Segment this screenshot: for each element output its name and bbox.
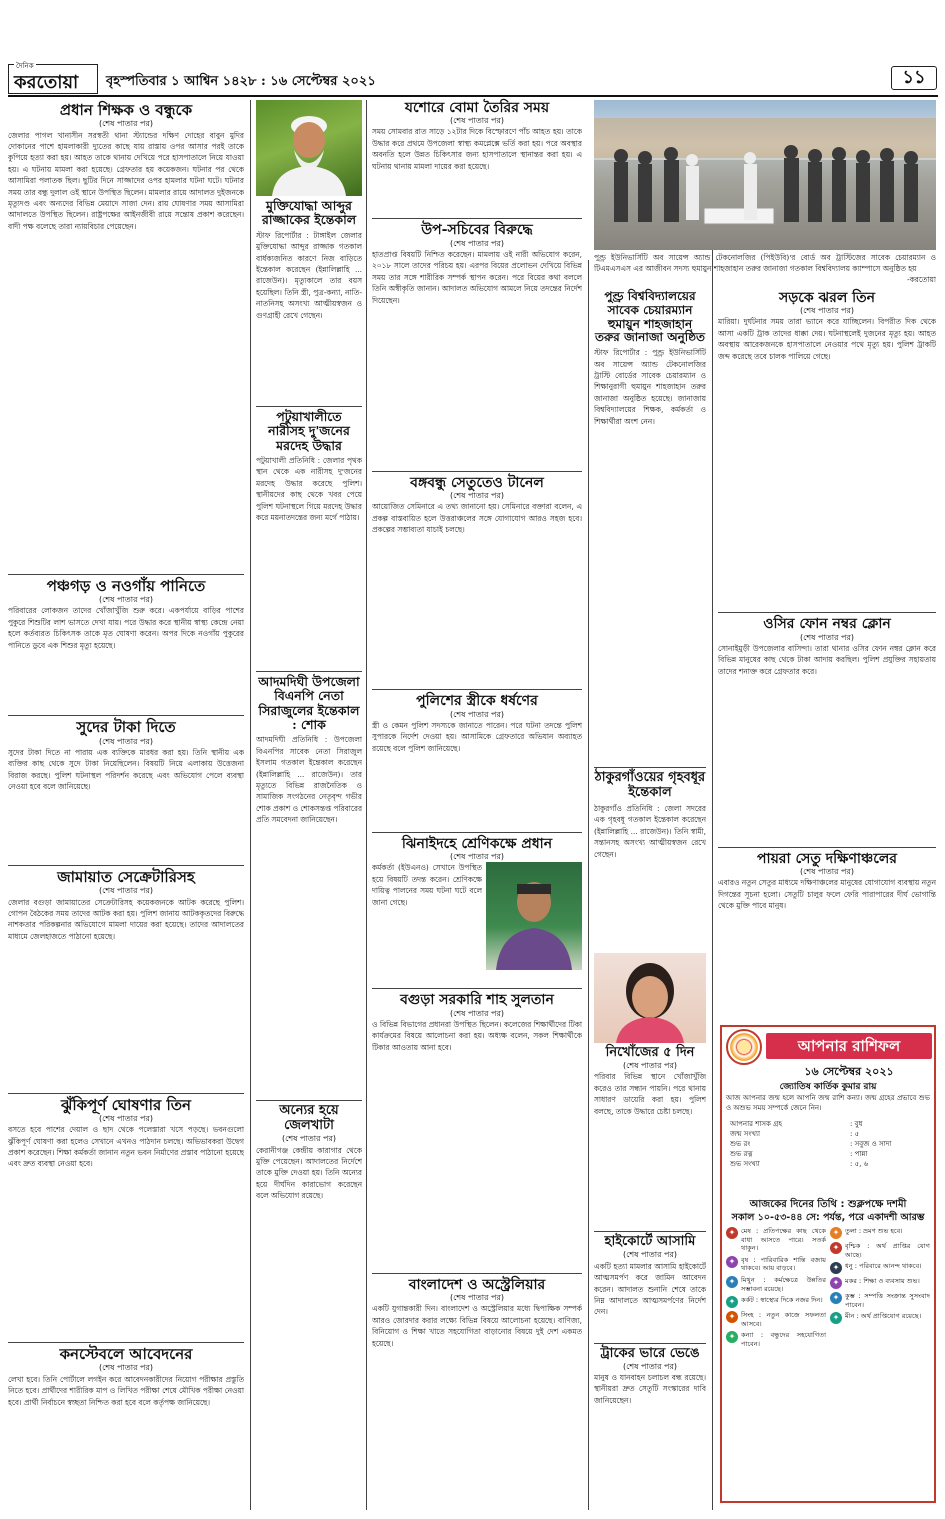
- zodiac-forecast: ধনু : পরিবারে আনন্দ থাকবে।: [845, 1262, 922, 1271]
- article-divider: [718, 847, 936, 848]
- girl-photo: [594, 953, 706, 1043]
- horoscope-attribute-row: [730, 1159, 926, 1169]
- article-divider: [256, 671, 362, 672]
- dateline: বৃহস্পতিবার ১ আশ্বিন ১৪২৮ : ১৬ সেপ্টেম্বর ২০২১: [106, 74, 376, 89]
- article-body: পরিবারের লোকজন তাদের খোঁজাখুঁজি শুরু করে। একপর্যায়ে বাড়ির পাশের পুকুরে শিশুটির লাশ ভাসতে দেখা যায়। পরে উদ্ধার করে স্থানীয় স্বাস্থ্য কেন্দ্রে নেয়া হলে কর্তব্যরত চিকিৎসক তাকে মৃত ঘোষণা করেন। অপর দিকে নওগাঁয় পুকুরের পানিতে ডুবে এক শিশুর মৃত্যু হয়েছে।: [8, 606, 244, 650]
- masthead: [0, 0, 945, 96]
- article-divider: [372, 832, 582, 833]
- article-body: স্টাফ রিপোর্টার : টাঙ্গাইল জেলার মুক্তিযোদ্ধা আব্দুর রাজ্জাক গতকাল বার্ধক্যজনিত কারণে নিজ বাড়িতে ইন্তেকাল করেছেন (ইন্নালিল্লাহি ... রাজেউন)। মৃত্যুকালে তার বয়স হয়েছিল। তিনি স্ত্রী, পুত্র-কন্যা, নাতি-নাতনিসহ অসংখ্য আত্মীয়স্বজন ও গুণগ্রাহী রেখে গেছেন।: [256, 230, 362, 320]
- column-3: [372, 100, 582, 1510]
- continued-label: (শেষ পাতার পর): [98, 886, 154, 896]
- article-body: একটি হত্যা মামলার আসামি হাইকোর্টে আত্মসমর্পণ করে জামিন আবেদন করেন। আদালত শুনানি শেষে তাকে নিম্ন আদালতে আত্মসমর্পণের নির্দেশ দেন।: [594, 1261, 706, 1317]
- continued-label: (শেষ পাতার পর): [449, 852, 505, 862]
- attribute-label: শুভ রত্ন: [730, 1150, 753, 1158]
- continued-label: (শেষ পাতার পর): [98, 594, 154, 604]
- portrait-figure: [256, 100, 362, 196]
- horoscope-attribute-row: [730, 1119, 926, 1129]
- zodiac-forecast: তুলা : ভ্রমণ শুভ হবে।: [845, 1227, 903, 1235]
- article-body: জেলার বগুড়া জামায়াতের সেক্রেটারিসহ কয়েকজনকে আটক করেছে পুলিশ। গোপন বৈঠকের সময় তাদের আটক করা হয়। পুলিশ জানায় আটককৃতদের বিরুদ্ধে নাশকতার পরিকল্পনার অভিযোগে মামলা দায়ের করা হয়েছে। তাদের আদালতের মাধ্যমে জেলহাজতে পাঠানো হয়েছে।: [8, 897, 244, 941]
- crowd-figures: [594, 100, 936, 250]
- article-divider: [372, 471, 582, 472]
- zodiac-sign-2: [726, 1256, 826, 1273]
- article-divider: [594, 1343, 706, 1344]
- column-4: [594, 290, 706, 1510]
- logo-kicker: দৈনিক: [16, 62, 34, 70]
- headline: ঝুঁকিপূর্ণ ঘোষণার তিন: [61, 1095, 191, 1114]
- attribute-value: : ৫: [850, 1130, 860, 1138]
- article-body: সময় সোমবার রাত সাড়ে ১২টার দিকে বিস্ফোরণে পাঁচ আহত হয়। তাকে উদ্ধার করে প্রথমে উপজেলা স্বাস্থ্য কমপ্লেক্সে ভর্তি করা হয়। পরে অবস্থার অবনতি হলে উন্নত চিকিৎসার জন্য হাসপাতালে স্থানান্তর করা হয়। এ ঘটনায় থানায় মামলা দায়ের করা হয়েছে।: [372, 127, 582, 171]
- headline: নিখোঁজের ৫ দিন: [605, 1045, 695, 1061]
- zodiac-forecast: সিংহ : নতুন কাজে সফলতা আসবে।: [741, 1311, 826, 1328]
- headline: বগুড়া সরকারি শাহ সুলতান: [400, 992, 554, 1009]
- headline: পটুয়াখালীতে নারীসহ দু'জনের মরদেহ উদ্ধার: [268, 408, 350, 453]
- zodiac-symbol-icon: ✦: [830, 1312, 842, 1324]
- article-divider: [8, 1093, 244, 1094]
- zodiac-sign-1: [726, 1227, 826, 1253]
- article-divider: [256, 1100, 362, 1101]
- continued-label: (শেষ পাতার পর): [98, 1113, 154, 1123]
- continued-label: (শেষ পাতার পর): [449, 1008, 505, 1018]
- zodiac-sign-3: [726, 1276, 826, 1293]
- article-divider: [8, 715, 244, 716]
- zodiac-forecast: কন্যা : বন্ধুদের সহযোগিতা পাবেন।: [741, 1331, 826, 1348]
- column-divider: [366, 100, 367, 1510]
- zodiac-sign-8: [830, 1242, 930, 1259]
- continued-label: (শেষ পাতার পর): [622, 1250, 678, 1260]
- zodiac-column-right: [830, 1227, 930, 1327]
- zodiac-symbol-icon: ✦: [726, 1331, 738, 1343]
- headline: পায়রা সেতু দক্ষিণাঞ্চলের: [757, 850, 897, 867]
- headline: জামায়াত সেক্রেটারিসহ: [57, 867, 195, 886]
- headline: ট্রাকের ভারে ভেঙে: [600, 1345, 700, 1361]
- zodiac-sign-5: [726, 1311, 826, 1328]
- attribute-label: শুভ রং: [730, 1140, 751, 1148]
- continued-label: (শেষ পাতার পর): [98, 119, 154, 129]
- continued-label: (শেষ পাতার পর): [449, 1293, 505, 1302]
- zodiac-sign-7: [830, 1227, 930, 1239]
- photo-caption: [594, 252, 936, 286]
- horoscope-attribute-row: [730, 1129, 926, 1139]
- zodiac-symbol-icon: ✦: [830, 1277, 842, 1289]
- zodiac-symbol-icon: ✦: [726, 1227, 738, 1239]
- masthead-rule: [8, 95, 938, 97]
- continued-label: (শেষ পাতার পর): [449, 491, 505, 501]
- headline: আদমদিঘী উপজেলা বিএনপি নেতা সিরাজুলের ইন্তেকাল : শোক: [258, 673, 360, 732]
- zodiac-sign-6: [726, 1331, 826, 1348]
- headline: যশোরে বোমা তৈরির সময়: [404, 100, 550, 116]
- article-body: ঠাকুরগাঁও প্রতিনিধি : জেলা সদরের এক গৃহবধূ গতকাল ইন্তেকাল করেছেন (ইন্নালিল্লাহি ... রাজেউন)। তিনি স্বামী, সন্তানসহ অসংখ্য আত্মীয়স্বজন রেখে গেছেন।: [594, 804, 706, 859]
- column-divider: [712, 250, 713, 1510]
- article-divider: [594, 1231, 706, 1232]
- continued-label: (শেষ পাতার পর): [281, 1134, 337, 1144]
- continued-label: (শেষ পাতার পর): [449, 116, 505, 126]
- zodiac-sign-11: [830, 1292, 930, 1309]
- continued-label: (শেষ পাতার পর): [622, 1061, 678, 1070]
- zodiac-symbol-icon: ✦: [830, 1292, 842, 1304]
- headline: হাইকোর্টে আসামি: [604, 1234, 696, 1250]
- zodiac-symbol-icon: ✦: [830, 1242, 842, 1254]
- continued-label: (শেষ পাতার পর): [449, 238, 505, 248]
- headline: মুক্তিযোদ্ধা আব্দুর রাজ্জাকের ইন্তেকাল: [261, 198, 357, 228]
- tithi-time: সকাল ১০-৫৩-৪৪ সে: পর্যন্ত, পরে একাদশী আরম্ভ: [731, 1212, 925, 1223]
- continued-label: (শেষ পাতার পর): [98, 1363, 154, 1373]
- article-body: ও বিভিন্ন বিভাগের প্রধানরা উপস্থিত ছিলেন। কলেজের শিক্ষার্থীদের টিকা কার্যক্রমের বিষয়ে আলোচনা করা হয়। অধ্যক্ষ বলেন, সকল শিক্ষার্থীকে টিকার আওতায় আনা হবে।: [372, 1019, 582, 1052]
- zodiac-forecast: মেষ : প্রতিপক্ষের কাছ থেকে বাধা আসতে পারে। সতর্ক থাকুন।: [741, 1227, 826, 1253]
- article-divider: [256, 406, 362, 407]
- article-divider: [8, 1342, 244, 1343]
- article-divider: [8, 865, 244, 866]
- article-body: কর্মকর্তা (ইউএনও) সেখানে উপস্থিত হয়ে বিষয়টি তদন্ত করেন। শ্রেণিকক্ষে দায়িত্ব পালনের সময় ঘটনা ঘটে বলে জানা গেছে।: [372, 863, 482, 907]
- attribute-value: : সবুজ ও সাদা: [850, 1140, 892, 1148]
- newspaper-logo: করতোয়া: [14, 72, 79, 93]
- article-body: একটি যুগান্তকারী দিন। বাংলাদেশ ও অস্ট্রেলিয়ার মধ্যে দ্বিপাক্ষিক সম্পর্ক আরও জোরদার করার লক্ষ্যে বিভিন্ন বিষয়ে আলোচনা হয়েছে। বাণিজ্য, বিনিয়োগ ও শিক্ষা খাতে সহযোগিতা বাড়ানোর বিষয়ে দুই দেশ একমত হয়েছে।: [372, 1304, 582, 1348]
- headline: পুণ্ড্র বিশ্ববিদ্যালয়ের সাবেক চেয়ারম্যান হুমায়ুন শাহজাহান তরুর জানাজা অনুষ্ঠিত: [594, 289, 706, 345]
- column-divider: [588, 260, 589, 1510]
- article-body: মানুষ ও যানবাহন চলাচল বন্ধ রয়েছে। স্থানীয়রা দ্রুত সেতুটি সংস্কারের দাবি জানিয়েছেন।: [594, 1373, 706, 1405]
- article-body: স্ত্রী ও কেমন পুলিশ সদস্যকে জানাতে পারেন। পরে ঘটনা তদন্তে পুলিশ সুপারকে নির্দেশ দেওয়া হয়। আসামিকে গ্রেফতারে অভিযান অব্যাহত রয়েছে বলে পুলিশ জানিয়েছে।: [372, 720, 582, 753]
- headline: বাংলাদেশ ও অস্ট্রেলিয়ার: [408, 1276, 546, 1293]
- headline: উপ-সচিবের বিরুদ্ধে: [421, 222, 533, 239]
- zodiac-symbol-icon: ✦: [726, 1311, 738, 1323]
- page-number: ১১: [891, 66, 937, 90]
- portrait-photo: [256, 100, 362, 196]
- child-figure: [594, 953, 706, 1043]
- horoscope-title: আপনার রাশিফল: [766, 1033, 932, 1059]
- funeral-photo: [594, 100, 936, 250]
- article-body: আয়োজিত সেমিনারে এ তথ্য জানানো হয়। সেমিনারে বক্তারা বলেন, এ প্রকল্প বাস্তবায়িত হলে উত্তরাঞ্চলের সঙ্গে যোগাযোগ আরও সহজ হবে। প্রকল্পের সম্ভাব্যতা যাচাই চলছে।: [372, 502, 582, 535]
- continued-label: (শেষ পাতার পর): [622, 1361, 678, 1371]
- article-divider: [372, 689, 582, 690]
- headline: সড়কে ঝরল তিন: [778, 290, 875, 306]
- horoscope-box: [720, 1025, 936, 1503]
- article-body: এবারও নতুন সেতুর মাধ্যমে দক্ষিণাঞ্চলের মানুষের যোগাযোগ ব্যবস্থায় নতুন দিগন্তের সূচনা হলো। সেতুটি চালুর ফলে ফেরি পারাপারের দীর্ঘ ভোগান্তি থেকে মুক্তি পাবে মানুষ।: [718, 878, 936, 911]
- continued-label: (শেষ পাতার পর): [799, 867, 855, 877]
- article-body: সুদের টাকা দিতে না পারায় এক ব্যক্তিকে মারধর করা হয়। তিনি স্থানীয় এক ব্যক্তির কাছ থেকে সুদে টাকা নিয়েছিলেন। বিষয়টি নিয়ে এলাকায় উত্তেজনা বিরাজ করছে। পুলিশ ঘটনাস্থল পরিদর্শন করেছে এবং অভিযোগ পেলে ব্যবস্থা নেওয়া হবে বলে জানিয়েছে।: [8, 747, 244, 792]
- attribute-value: : ৫, ৬: [850, 1160, 869, 1168]
- continued-label: (শেষ পাতার পর): [799, 306, 855, 316]
- continued-label: (শেষ পাতার পর): [98, 736, 154, 746]
- zodiac-column-left: [726, 1227, 826, 1352]
- headline: সুদের টাকা দিতে: [76, 718, 176, 737]
- zodiac-symbol-icon: ✦: [830, 1227, 842, 1239]
- horoscope-attribute-row: [730, 1139, 926, 1149]
- article-body: সোনাইমুড়ী উপজেলার বাসিন্দা। তারা থানার ওসির ফোন নম্বর ক্লোন করে বিভিন্ন মানুষের কাছ থেকে টাকা আদায় করছিল। পুলিশ প্রযুক্তির সহায়তায় তাদের শনাক্ত করে গ্রেফতার করে।: [718, 643, 936, 676]
- zodiac-sign-9: [830, 1262, 930, 1274]
- column-5: [718, 290, 936, 1020]
- headline: ঝিনাইদহে শ্রেণিকক্ষে প্রধান: [401, 835, 553, 852]
- column-1: [8, 100, 244, 1510]
- zodiac-sign-12: [830, 1312, 930, 1324]
- zodiac-sign-10: [830, 1277, 930, 1289]
- attribute-label: আপনার শাসক গ্রহ: [730, 1120, 783, 1128]
- article-divider: [8, 574, 244, 575]
- headline: ওসির ফোন নম্বর ক্লোন: [763, 616, 891, 633]
- zodiac-sign-4: [726, 1296, 826, 1308]
- photo-credit: -করতোয়া: [906, 275, 936, 284]
- article-body: জেলার পাগল খানাসীন সরস্বতী থানা স্ট্যান্ডের দক্ষিণ দোহের বাবুন মুদির দোকানের পাশে হামলাকারী দ্যুতের কাছে যায় রাস্তায় ওপর আসার পরই তাকে কুপিয়ে হত্যা করা হয়। আহত তাকে থানায় দেখিয়ে পরে হাসপাতালে নিয়ে যাওয়া হয়। এ ঘটনায় মামলা করা হয়েছে। গ্রেফতার হয় কয়েকজন। ঘটনার পর থেকে আসামিরা পলাতক ছিল। ছুটির দিনে সাজ্জাদের ওপর হামলার ঘটনা ঘটে। ঘটনার সময় তার বন্ধু দুলাল ওই স্থানে উপস্থিত ছিলেন। মামলার রায়ে আদালত দুইজনকে মৃত্যুদণ্ড এবং অন্যদের বিভিন্ন মেয়াদে সাজা দেন। রায় ঘোষণার সময় আসামিরা আদালতে উপস্থিত ছিলেন। রাষ্ট্রপক্ষের আইনজীবী রায়ে সন্তোষ প্রকাশ করেছেন। বাদী পক্ষ বলেছে তারা ন্যায়বিচার পেয়েছেন।: [8, 130, 244, 231]
- article-body: পরিবার বিভিন্ন স্থানে খোঁজাখুঁজি করেও তার সন্ধান পায়নি। পরে থানায় সাধারণ ডায়েরি করা হয়। পুলিশ বলছে, তাকে উদ্ধারে চেষ্টা চলছে।: [594, 1072, 706, 1116]
- article-divider: [594, 767, 706, 768]
- zodiac-forecast: কুম্ভ : সম্পত্তি সংক্রান্ত সুসংবাদ পাবেন।: [845, 1292, 930, 1309]
- continued-label: (শেষ পাতার পর): [799, 632, 855, 642]
- headline: কনস্টেবলে আবেদনের: [59, 1345, 193, 1364]
- zodiac-symbol-icon: ✦: [726, 1256, 738, 1268]
- headline: অন্যের হয়ে জেলখাটা: [279, 1103, 339, 1134]
- article-body: স্টাফ রিপোর্টার : পুণ্ড্র ইউনিভার্সিটি অব সায়েন্স অ্যান্ড টেকনোলজির ট্রাস্টি বোর্ডের সাবেক চেয়ারম্যান ও শিক্ষানুরাগী হুমায়ুন শাহজাহান তরুর জানাজা অনুষ্ঠিত হয়েছে। জানাজায় বিশ্ববিদ্যালয়ের শিক্ষক, কর্মকর্তা ও শিক্ষার্থীরা অংশ নেন।: [594, 348, 706, 426]
- zodiac-symbol-icon: ✦: [830, 1262, 842, 1274]
- zodiac-forecast: কর্কট : স্বাস্থ্যের দিকে নজর দিন।: [741, 1296, 823, 1305]
- headline: বঙ্গবন্ধু সেতুতেও টানেল: [410, 474, 544, 491]
- article-body: কেরানীগঞ্জ কেন্দ্রীয় কারাগার থেকে মুক্তি পেয়েছেন। আদালতের নির্দেশে তাকে মুক্তি দেওয়া হয়। তিনি অন্যের হয়ে দীর্ঘদিন কারাভোগ করেছেন বলে অভিযোগ রয়েছে।: [256, 1145, 362, 1201]
- headline: পঞ্চগড় ও নওগাঁয় পানিতে: [46, 576, 206, 595]
- portrait-photo: [486, 862, 582, 970]
- zodiac-forecast: বৃষ : পারিবারিক শান্তি বজায় থাকবে। আয় বাড়বে।: [741, 1255, 826, 1273]
- zodiac-symbol-icon: ✦: [726, 1276, 738, 1288]
- horoscope-attributes: [730, 1119, 926, 1169]
- zodiac-forecast: মীন : অর্থ প্রাপ্তিযোগ রয়েছে।: [845, 1312, 922, 1321]
- article-body: পটুয়াখালী প্রতিনিধি : জেলার পৃথক স্থান থেকে এক নারীসহ দু'জনের মরদেহ উদ্ধার করেছে পুলিশ। স্থানীয়দের কাছ থেকে খবর পেয়ে পুলিশ ঘটনাস্থলে গিয়ে মরদেহ উদ্ধার করে ময়নাতদন্তের জন্য মর্গে পাঠায়।: [256, 455, 362, 522]
- article-body: লেখা হবে। তিনি পোর্টালে লগইন করে আবেদনকারীদের নিয়োগ পরীক্ষার প্রস্তুতি নিতে হবে। প্রার্থীদের শারীরিক মাপ ও লিখিত পরীক্ষা শেষে মৌখিক পরীক্ষা নেওয়া হবে। প্রার্থী নির্বাচনে স্বচ্ছতা নিশ্চিত করা হবে বলে কর্তৃপক্ষ জানিয়েছে।: [8, 1374, 244, 1407]
- article-body: মারিয়া। দুর্ঘটনার সময় তারা ভ্যানে করে যাচ্ছিলেন। বিপরীত দিক থেকে আসা একটি ট্রাক তাদের ধাক্কা দেয়। ঘটনাস্থলেই দুজনের মৃত্যু হয়। আহত অবস্থায় আরেকজনকে হাসপাতালে নেওয়ার পথে মৃত্যু হয়। পুলিশ ট্রাকটি জব্দ করেছে তবে চালক পালিয়ে গেছে।: [718, 317, 936, 361]
- article-divider: [372, 988, 582, 989]
- tithi-heading: আজকের দিনের তিথি : শুক্লপক্ষে দশমী: [749, 1199, 907, 1210]
- column-divider: [250, 100, 251, 1510]
- column-2: [256, 100, 362, 1510]
- attribute-label: শুভ সংখ্যা: [730, 1160, 760, 1168]
- headline: প্রধান শিক্ষক ও বন্ধুকে: [59, 101, 193, 119]
- continued-label: (শেষ পাতার পর): [449, 709, 505, 719]
- horoscope-intro: আজ আপনার জন্ম হলে আপনি জন্ম রাশি কন্যা। জন্ম গ্রহের প্রভাবে শুভ ও অশুভ সময় সম্পর্কে জেনে নিন।: [726, 1094, 930, 1112]
- photo-caption-text: পুণ্ড্র ইউনিভার্সিটি অব সায়েন্স অ্যান্ড টেকনোলজির (পিইউবি)'র বোর্ড অব ট্রাস্টিজের সাবেক চেয়ারম্যান ও টিএমএসএস এর আজীবন সদস্য হুমায়ুন শাহজাহান তরুর জানাজা গতকাল বিশ্ববিদ্যালয় ক্যাম্পাসে অনুষ্ঠিত হয়: [594, 253, 936, 273]
- article-body: বসতে হবে পাশের দেয়াল ও ছাদ থেকে পলেস্তারা খসে পড়ছে। ভবনগুলো ঝুঁকিপূর্ণ ঘোষণা করা হলেও সেখানে এখনও পাঠদান চলছে। অভিভাবকরা উদ্বেগ প্রকাশ করেছেন। শিক্ষা কর্মকর্তা জানান নতুন ভবন নির্মাণের প্রস্তাব পাঠানো হয়েছে এবং দ্রুত ব্যবস্থা নেওয়া হবে।: [8, 1125, 244, 1169]
- horoscope-date: ১৬ সেপ্টেম্বর ২০২১: [804, 1065, 894, 1078]
- zodiac-symbol-icon: ✦: [726, 1296, 738, 1308]
- article-divider: [372, 1273, 582, 1274]
- zodiac-forecast: বৃশ্চিক : অর্থ প্রাপ্তির যোগ আছে।: [845, 1242, 930, 1259]
- attribute-value: : বুধ: [850, 1120, 863, 1128]
- article-body: হাতপ্রাপ্ত বিষয়টি নিশ্চিত করেছেন। মামলায় ওই নারী অভিযোগ করেন, ২০১৮ সালে তাদের পরিচয় হয়। এরপর বিয়ের প্রলোভন দেখিয়ে বিভিন্ন সময় তার সঙ্গে শারীরিক সম্পর্ক স্থাপন করেন। পরে বিয়ের কথা বললে তিনি অস্বীকৃতি জানান। আদালত অভিযোগ আমলে নিয়ে তদন্তের নির্দেশ দিয়েছেন।: [372, 249, 582, 305]
- article-divider: [718, 612, 936, 613]
- zodiac-forecast: মিথুন : কর্মক্ষেত্রে উন্নতির সম্ভাবনা রয়েছে।: [741, 1275, 826, 1293]
- headline: পুলিশের স্ত্রীকে ধর্ষণের: [416, 693, 538, 710]
- attribute-value: : পান্না: [850, 1150, 868, 1158]
- attribute-label: জন্ম সংখ্যা: [730, 1130, 761, 1138]
- zodiac-forecast: মকর : শিক্ষা ও ব্যবসায় শুভ।: [845, 1277, 920, 1286]
- horoscope-author: জ্যোতিষ কার্তিক কুমার রায়: [779, 1082, 877, 1092]
- zodiac-wheel-icon: [726, 1029, 762, 1065]
- article-body: আদমদিঘী প্রতিনিধি : উপজেলা বিএনপির সাবেক নেতা সিরাজুল ইসলাম গতকাল ইন্তেকাল করেছেন (ইন্নালিল্লাহি ... রাজেউন)। তার মৃত্যুতে বিভিন্ন রাজনৈতিক ও সামাজিক সংগঠনের নেতৃবৃন্দ গভীর শোক প্রকাশ ও শোকসন্তপ্ত পরিবারের প্রতি সমবেদনা জানিয়েছেন।: [256, 735, 362, 825]
- article-divider: [372, 218, 582, 219]
- portrait-figure: [486, 862, 582, 970]
- headline: ঠাকুরগাঁওয়ের গৃহবধূর ইন্তেকাল: [594, 770, 706, 801]
- horoscope-attribute-row: [730, 1149, 926, 1159]
